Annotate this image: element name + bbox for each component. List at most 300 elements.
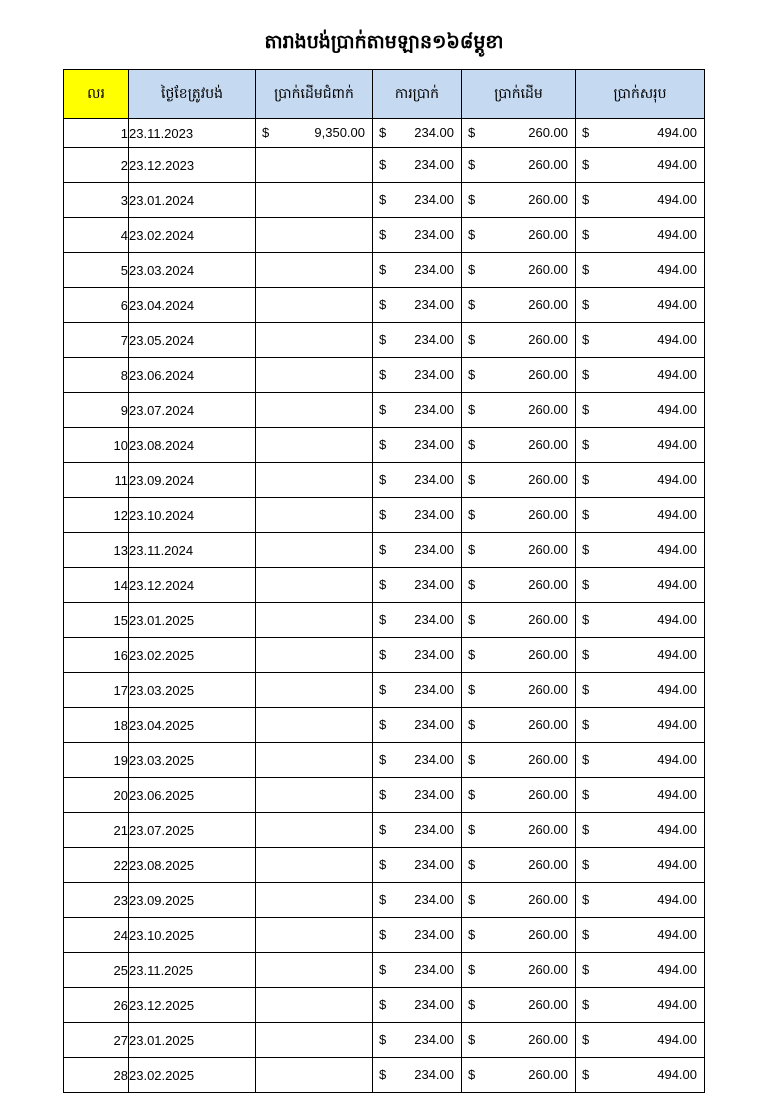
principal-start-cell xyxy=(256,953,373,988)
principal-cell xyxy=(462,708,576,743)
due-date: 23.06.2024 xyxy=(129,358,256,393)
principal-start-cell xyxy=(256,603,373,638)
principal-cell xyxy=(462,218,576,253)
due-date: 23.10.2025 xyxy=(129,918,256,953)
currency-symbol: $ xyxy=(379,157,387,172)
due-date: 23.02.2024 xyxy=(129,218,256,253)
interest-cell xyxy=(373,1023,462,1058)
row-number: 8 xyxy=(64,358,129,393)
principal-cell xyxy=(462,848,576,883)
total-cell xyxy=(576,743,705,778)
interest-cell xyxy=(373,253,462,288)
amount-value: 234.00 xyxy=(414,437,454,452)
table-row xyxy=(64,813,705,848)
currency-symbol: $ xyxy=(468,997,476,1012)
amount-value: 234.00 xyxy=(414,542,454,557)
principal-cell xyxy=(462,918,576,953)
currency-symbol: $ xyxy=(379,892,387,907)
amount-value: 234.00 xyxy=(414,787,454,802)
currency-symbol: $ xyxy=(468,647,476,662)
currency-symbol: $ xyxy=(379,542,387,557)
currency-symbol: $ xyxy=(468,962,476,977)
principal-cell xyxy=(462,638,576,673)
interest-cell xyxy=(373,988,462,1023)
table-row xyxy=(64,778,705,813)
currency-symbol: $ xyxy=(582,647,590,662)
amount-value: 260.00 xyxy=(528,857,568,872)
row-number: 22 xyxy=(64,848,129,883)
interest-cell xyxy=(373,603,462,638)
currency-symbol: $ xyxy=(582,577,590,592)
table-row xyxy=(64,1058,705,1093)
total-cell xyxy=(576,288,705,323)
row-number: 21 xyxy=(64,813,129,848)
total-cell xyxy=(576,119,705,148)
amount-value: 260.00 xyxy=(528,647,568,662)
principal-start-cell xyxy=(256,1058,373,1093)
amount-value: 260.00 xyxy=(528,717,568,732)
due-date: 23.07.2024 xyxy=(129,393,256,428)
amount-value: 234.00 xyxy=(414,612,454,627)
amount-value: 234.00 xyxy=(414,227,454,242)
amount-value: 260.00 xyxy=(528,752,568,767)
currency-symbol: $ xyxy=(379,437,387,452)
row-number: 26 xyxy=(64,988,129,1023)
total-cell xyxy=(576,638,705,673)
table-row xyxy=(64,918,705,953)
row-number: 9 xyxy=(64,393,129,428)
amount-value: 260.00 xyxy=(528,437,568,452)
interest-cell xyxy=(373,778,462,813)
principal-cell xyxy=(462,743,576,778)
interest-cell xyxy=(373,1058,462,1093)
currency-symbol: $ xyxy=(468,125,476,140)
currency-symbol: $ xyxy=(468,787,476,802)
amount-value: 260.00 xyxy=(528,157,568,172)
principal-start-cell xyxy=(256,708,373,743)
row-number: 3 xyxy=(64,183,129,218)
amount-value: 494.00 xyxy=(657,542,697,557)
principal-cell xyxy=(462,428,576,463)
total-cell xyxy=(576,673,705,708)
interest-cell xyxy=(373,323,462,358)
total-cell xyxy=(576,498,705,533)
amount-value: 494.00 xyxy=(657,157,697,172)
principal-start-cell xyxy=(256,848,373,883)
interest-cell xyxy=(373,743,462,778)
currency-symbol: $ xyxy=(379,402,387,417)
page-title: តារាងបង់ប្រាក់តាមឡាន១៦៨ម្តូខា xyxy=(264,31,504,53)
currency-symbol: $ xyxy=(582,612,590,627)
amount-value: 494.00 xyxy=(657,437,697,452)
amount-value: 260.00 xyxy=(528,577,568,592)
currency-symbol: $ xyxy=(379,472,387,487)
currency-symbol: $ xyxy=(379,717,387,732)
currency-symbol: $ xyxy=(468,437,476,452)
principal-start-cell xyxy=(256,183,373,218)
row-number: 28 xyxy=(64,1058,129,1093)
table-row xyxy=(64,673,705,708)
currency-symbol: $ xyxy=(582,332,590,347)
interest-cell xyxy=(373,463,462,498)
currency-symbol: $ xyxy=(468,332,476,347)
principal-start-cell xyxy=(256,288,373,323)
interest-cell xyxy=(373,148,462,183)
amount-value: 494.00 xyxy=(657,262,697,277)
row-number: 5 xyxy=(64,253,129,288)
principal-cell xyxy=(462,148,576,183)
principal-cell xyxy=(462,358,576,393)
due-date: 23.12.2025 xyxy=(129,988,256,1023)
interest-cell xyxy=(373,953,462,988)
due-date: 23.02.2025 xyxy=(129,638,256,673)
currency-symbol: $ xyxy=(468,927,476,942)
principal-cell xyxy=(462,603,576,638)
total-cell xyxy=(576,603,705,638)
principal-start-cell xyxy=(256,883,373,918)
currency-symbol: $ xyxy=(262,125,270,140)
amount-value: 260.00 xyxy=(528,682,568,697)
table-row xyxy=(64,883,705,918)
principal-start-cell xyxy=(256,568,373,603)
currency-symbol: $ xyxy=(379,857,387,872)
currency-symbol: $ xyxy=(582,507,590,522)
principal-cell xyxy=(462,813,576,848)
table-row xyxy=(64,358,705,393)
currency-symbol: $ xyxy=(379,297,387,312)
amount-value: 494.00 xyxy=(657,332,697,347)
amount-value: 9,350.00 xyxy=(314,125,365,140)
currency-symbol: $ xyxy=(582,717,590,732)
currency-symbol: $ xyxy=(582,752,590,767)
amount-value: 234.00 xyxy=(414,472,454,487)
due-date: 23.11.2025 xyxy=(129,953,256,988)
principal-start-cell xyxy=(256,323,373,358)
currency-symbol: $ xyxy=(379,227,387,242)
total-cell xyxy=(576,813,705,848)
amount-value: 234.00 xyxy=(414,892,454,907)
amount-value: 494.00 xyxy=(657,507,697,522)
amount-value: 234.00 xyxy=(414,962,454,977)
currency-symbol: $ xyxy=(379,1067,387,1082)
principal-cell xyxy=(462,988,576,1023)
total-cell xyxy=(576,183,705,218)
amount-value: 260.00 xyxy=(528,787,568,802)
payment-schedule-table xyxy=(63,69,705,1093)
due-date: 23.08.2024 xyxy=(129,428,256,463)
row-number: 18 xyxy=(64,708,129,743)
due-date: 23.04.2025 xyxy=(129,708,256,743)
amount-value: 234.00 xyxy=(414,297,454,312)
total-cell xyxy=(576,533,705,568)
amount-value: 234.00 xyxy=(414,577,454,592)
interest-cell xyxy=(373,638,462,673)
currency-symbol: $ xyxy=(468,367,476,382)
currency-symbol: $ xyxy=(468,192,476,207)
principal-start-cell xyxy=(256,463,373,498)
interest-cell xyxy=(373,533,462,568)
principal-cell xyxy=(462,673,576,708)
table-row xyxy=(64,148,705,183)
principal-cell xyxy=(462,119,576,148)
currency-symbol: $ xyxy=(582,542,590,557)
currency-symbol: $ xyxy=(468,1067,476,1082)
currency-symbol: $ xyxy=(468,297,476,312)
amount-value: 494.00 xyxy=(657,682,697,697)
due-date: 23.03.2025 xyxy=(129,743,256,778)
interest-cell xyxy=(373,708,462,743)
table-row xyxy=(64,428,705,463)
amount-value: 234.00 xyxy=(414,1067,454,1082)
amount-value: 494.00 xyxy=(657,857,697,872)
amount-value: 494.00 xyxy=(657,297,697,312)
row-number: 19 xyxy=(64,743,129,778)
amount-value: 260.00 xyxy=(528,262,568,277)
row-number: 27 xyxy=(64,1023,129,1058)
table-header-row xyxy=(64,70,705,119)
principal-start-cell xyxy=(256,428,373,463)
amount-value: 260.00 xyxy=(528,612,568,627)
amount-value: 260.00 xyxy=(528,927,568,942)
row-number: 14 xyxy=(64,568,129,603)
principal-start-cell xyxy=(256,253,373,288)
amount-value: 494.00 xyxy=(657,577,697,592)
currency-symbol: $ xyxy=(582,927,590,942)
row-number: 2 xyxy=(64,148,129,183)
amount-value: 494.00 xyxy=(657,1032,697,1047)
principal-start-cell xyxy=(256,988,373,1023)
amount-value: 494.00 xyxy=(657,787,697,802)
interest-cell xyxy=(373,428,462,463)
principal-cell xyxy=(462,883,576,918)
currency-symbol: $ xyxy=(468,157,476,172)
interest-cell xyxy=(373,498,462,533)
principal-start-cell xyxy=(256,673,373,708)
table-row xyxy=(64,119,705,148)
amount-value: 494.00 xyxy=(657,822,697,837)
row-number: 25 xyxy=(64,953,129,988)
row-number: 7 xyxy=(64,323,129,358)
amount-value: 234.00 xyxy=(414,927,454,942)
principal-start-cell xyxy=(256,119,373,148)
amount-value: 494.00 xyxy=(657,402,697,417)
amount-value: 494.00 xyxy=(657,1067,697,1082)
table-row xyxy=(64,638,705,673)
amount-value: 234.00 xyxy=(414,647,454,662)
currency-symbol: $ xyxy=(582,997,590,1012)
principal-start-cell xyxy=(256,918,373,953)
table-row xyxy=(64,1023,705,1058)
row-number: 1 xyxy=(64,119,129,148)
due-date: 23.10.2024 xyxy=(129,498,256,533)
principal-start-cell xyxy=(256,743,373,778)
table-row xyxy=(64,743,705,778)
currency-symbol: $ xyxy=(468,542,476,557)
currency-symbol: $ xyxy=(582,402,590,417)
amount-value: 234.00 xyxy=(414,125,454,140)
table-row xyxy=(64,533,705,568)
principal-start-cell xyxy=(256,358,373,393)
amount-value: 494.00 xyxy=(657,962,697,977)
principal-start-cell xyxy=(256,498,373,533)
currency-symbol: $ xyxy=(468,892,476,907)
currency-symbol: $ xyxy=(379,125,387,140)
row-number: 24 xyxy=(64,918,129,953)
currency-symbol: $ xyxy=(379,752,387,767)
due-date: 23.11.2023 xyxy=(129,119,256,148)
currency-symbol: $ xyxy=(379,962,387,977)
table-row xyxy=(64,463,705,498)
due-date: 23.06.2025 xyxy=(129,778,256,813)
principal-cell xyxy=(462,568,576,603)
amount-value: 234.00 xyxy=(414,997,454,1012)
principal-cell xyxy=(462,1023,576,1058)
amount-value: 260.00 xyxy=(528,1032,568,1047)
currency-symbol: $ xyxy=(379,682,387,697)
amount-value: 260.00 xyxy=(528,472,568,487)
currency-symbol: $ xyxy=(468,577,476,592)
row-number: 11 xyxy=(64,463,129,498)
total-cell xyxy=(576,883,705,918)
currency-symbol: $ xyxy=(582,892,590,907)
amount-value: 260.00 xyxy=(528,1067,568,1082)
principal-start-cell xyxy=(256,813,373,848)
currency-symbol: $ xyxy=(468,822,476,837)
amount-value: 260.00 xyxy=(528,962,568,977)
principal-cell xyxy=(462,498,576,533)
table-row xyxy=(64,323,705,358)
interest-cell xyxy=(373,848,462,883)
interest-cell xyxy=(373,673,462,708)
total-cell xyxy=(576,848,705,883)
currency-symbol: $ xyxy=(582,125,590,140)
amount-value: 234.00 xyxy=(414,752,454,767)
row-number: 23 xyxy=(64,883,129,918)
currency-symbol: $ xyxy=(379,507,387,522)
amount-value: 234.00 xyxy=(414,857,454,872)
header-no: លរ xyxy=(64,70,129,119)
principal-start-cell xyxy=(256,148,373,183)
interest-cell xyxy=(373,288,462,323)
amount-value: 234.00 xyxy=(414,332,454,347)
principal-cell xyxy=(462,778,576,813)
amount-value: 234.00 xyxy=(414,507,454,522)
total-cell xyxy=(576,218,705,253)
amount-value: 494.00 xyxy=(657,612,697,627)
due-date: 23.08.2025 xyxy=(129,848,256,883)
interest-cell xyxy=(373,393,462,428)
header-due-date: ថ្ងៃខែត្រូវបង់ xyxy=(129,70,256,119)
amount-value: 234.00 xyxy=(414,402,454,417)
principal-start-cell xyxy=(256,638,373,673)
currency-symbol: $ xyxy=(582,472,590,487)
interest-cell xyxy=(373,119,462,148)
total-cell xyxy=(576,778,705,813)
amount-value: 260.00 xyxy=(528,822,568,837)
currency-symbol: $ xyxy=(582,437,590,452)
amount-value: 260.00 xyxy=(528,542,568,557)
amount-value: 260.00 xyxy=(528,367,568,382)
principal-cell xyxy=(462,393,576,428)
principal-cell xyxy=(462,463,576,498)
interest-cell xyxy=(373,358,462,393)
interest-cell xyxy=(373,918,462,953)
due-date: 23.09.2024 xyxy=(129,463,256,498)
currency-symbol: $ xyxy=(468,752,476,767)
row-number: 6 xyxy=(64,288,129,323)
amount-value: 234.00 xyxy=(414,682,454,697)
total-cell xyxy=(576,463,705,498)
currency-symbol: $ xyxy=(379,577,387,592)
currency-symbol: $ xyxy=(582,367,590,382)
interest-cell xyxy=(373,568,462,603)
currency-symbol: $ xyxy=(582,1067,590,1082)
amount-value: 234.00 xyxy=(414,157,454,172)
due-date: 23.12.2023 xyxy=(129,148,256,183)
amount-value: 494.00 xyxy=(657,227,697,242)
currency-symbol: $ xyxy=(582,297,590,312)
amount-value: 260.00 xyxy=(528,125,568,140)
interest-cell xyxy=(373,218,462,253)
due-date: 23.09.2025 xyxy=(129,883,256,918)
row-number: 13 xyxy=(64,533,129,568)
currency-symbol: $ xyxy=(379,332,387,347)
table-row xyxy=(64,498,705,533)
principal-start-cell xyxy=(256,778,373,813)
table-row xyxy=(64,603,705,638)
amount-value: 494.00 xyxy=(657,997,697,1012)
table-row xyxy=(64,393,705,428)
currency-symbol: $ xyxy=(468,262,476,277)
due-date: 23.03.2024 xyxy=(129,253,256,288)
principal-start-cell xyxy=(256,393,373,428)
table-row xyxy=(64,288,705,323)
total-cell xyxy=(576,393,705,428)
amount-value: 260.00 xyxy=(528,297,568,312)
amount-value: 494.00 xyxy=(657,125,697,140)
principal-cell xyxy=(462,288,576,323)
amount-value: 494.00 xyxy=(657,717,697,732)
amount-value: 260.00 xyxy=(528,402,568,417)
total-cell xyxy=(576,428,705,463)
total-cell xyxy=(576,148,705,183)
amount-value: 260.00 xyxy=(528,892,568,907)
currency-symbol: $ xyxy=(379,192,387,207)
currency-symbol: $ xyxy=(468,1032,476,1047)
interest-cell xyxy=(373,883,462,918)
amount-value: 494.00 xyxy=(657,647,697,662)
total-cell xyxy=(576,1023,705,1058)
header-total: ប្រាក់សរុប xyxy=(576,70,705,119)
currency-symbol: $ xyxy=(379,612,387,627)
due-date: 23.01.2025 xyxy=(129,603,256,638)
currency-symbol: $ xyxy=(468,612,476,627)
currency-symbol: $ xyxy=(582,192,590,207)
currency-symbol: $ xyxy=(582,787,590,802)
due-date: 23.12.2024 xyxy=(129,568,256,603)
interest-cell xyxy=(373,813,462,848)
header-interest: ការប្រាក់ xyxy=(373,70,462,119)
table-row xyxy=(64,253,705,288)
currency-symbol: $ xyxy=(379,997,387,1012)
total-cell xyxy=(576,953,705,988)
table-row xyxy=(64,568,705,603)
currency-symbol: $ xyxy=(379,647,387,662)
total-cell xyxy=(576,253,705,288)
total-cell xyxy=(576,708,705,743)
amount-value: 494.00 xyxy=(657,192,697,207)
interest-cell xyxy=(373,183,462,218)
